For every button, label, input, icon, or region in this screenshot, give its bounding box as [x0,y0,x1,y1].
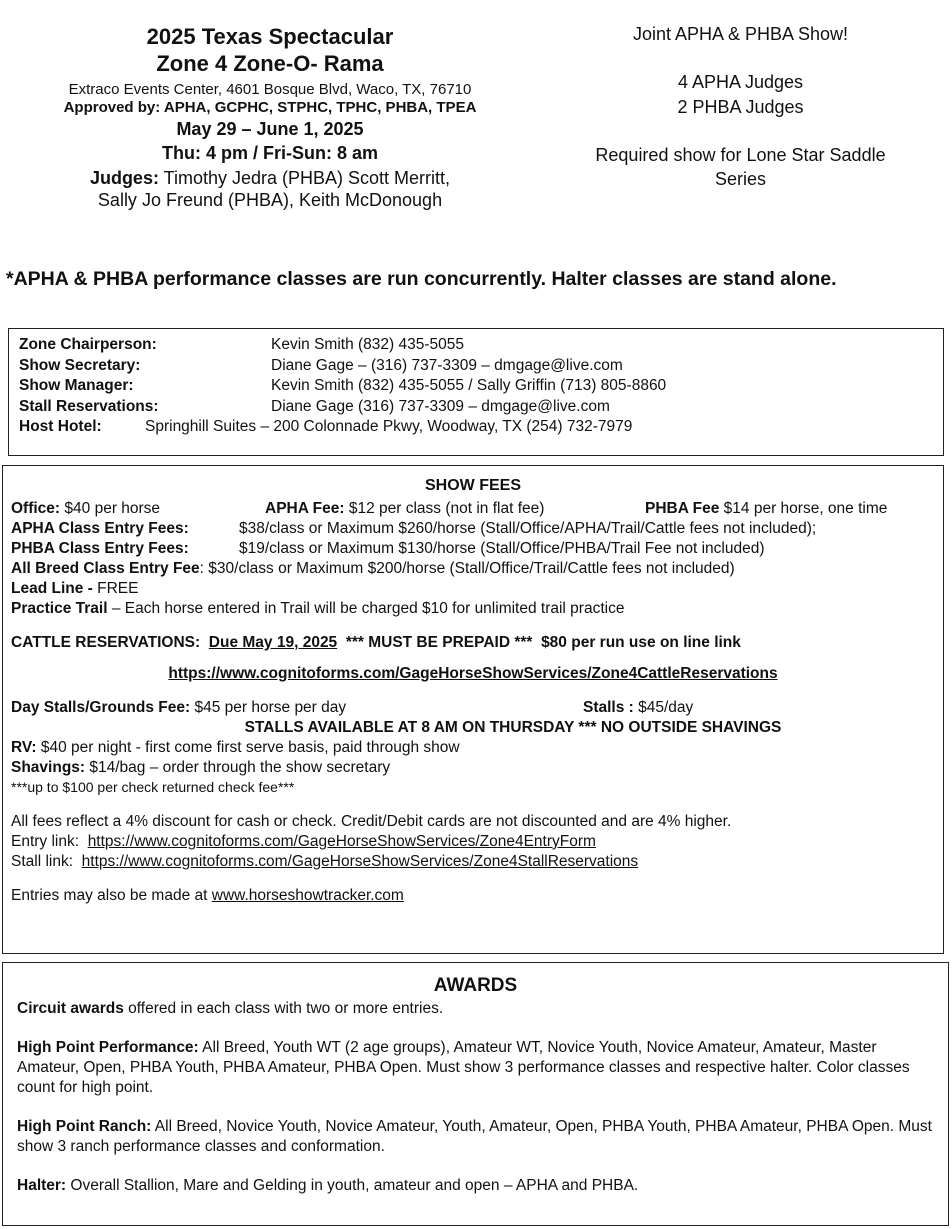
approved-by: Approved by: APHA, GCPHC, STPHC, TPHC, PHBA, TPEA [63,98,477,116]
fee-line-office [11,499,935,519]
phba-entry-value: $19/class or Maximum $130/horse (Stall/Office/PHBA/Trail Fee not included) [239,539,765,557]
judges-line1: Timothy Jedra (PHBA) Scott Merritt, [163,167,451,188]
cattle-prepaid: *** MUST BE PREPAID *** [345,633,533,651]
cattle-reservations-link[interactable]: https://www.cognitoforms.com/GageHorseShowServices/Zone4CattleReservations [168,664,778,682]
office-value: $40 per horse [64,499,161,517]
stall-link[interactable]: https://www.cognitoforms.com/GageHorseShowServices/Zone4StallReservations [81,852,639,870]
rv-label: RV: [11,738,37,756]
contact-row [19,417,933,438]
circuit-awards [17,999,934,1019]
stall-link-label: Stall link: [11,852,74,870]
horseshowtracker-link[interactable]: www.horseshowtracker.com [211,886,404,904]
judges [10,167,530,212]
lead-line-value: FREE [97,579,139,597]
contact-row [19,356,933,377]
hpr-text: All Breed, Novice Youth, Novice Amateur, Youth, Amateur, Open, PHBA Youth, PHBA Amateur, PHBA Open. Must show 3 ranch performance classes and conformation. [17,1117,932,1156]
fee-line-all-breed [11,559,935,579]
apha-entry-value: $38/class or Maximum $260/horse (Stall/Office/APHA/Trail/Cattle fees not included); [239,519,817,537]
show-title: 2025 Texas Spectacular [146,24,394,49]
cattle-price: $80 per run use on line link [541,633,741,651]
show-subtitle: Zone 4 Zone-O- Rama [156,51,384,77]
halter-awards [17,1176,934,1196]
hpr-label: High Point Ranch: [17,1117,152,1135]
phba-entry-label: PHBA Class Entry Fees: [11,539,189,557]
cattle-due-date: Due May 19, 2025 [208,633,338,651]
entries-text: Entries may also be made at [11,886,208,904]
contact-label: Zone Chairperson: [19,336,157,353]
awards-title: AWARDS [433,975,518,996]
halter-label: Halter: [17,1176,67,1194]
stalls-available: STALLS AVAILABLE AT 8 AM ON THURSDAY *** NO OUTSIDE SHAVINGS [244,718,782,736]
fee-line-practice-trail [11,599,935,619]
required-show-line1: Required show for Lone Star Saddle [595,144,886,165]
cattle-label: CATTLE RESERVATIONS: [11,633,201,651]
contact-value: Kevin Smith (832) 435-5055 / Sally Griffin (713) 805-8860 [271,377,667,394]
shavings-value: $14/bag – order through the show secretary [89,758,391,776]
high-point-performance [17,1038,934,1099]
show-dates: May 29 – June 1, 2025 [176,118,364,139]
practice-trail-value: – Each horse entered in Trail will be charged $10 for unlimited trail practice [111,599,625,617]
lead-line-label: Lead Line - [11,579,93,597]
all-breed-label: All Breed Class Entry Fee [11,559,200,577]
contacts-box [8,328,944,456]
contact-label: Host Hotel: [19,418,102,435]
entry-link-line [11,832,935,852]
venue-address: Extraco Events Center, 4601 Bosque Blvd, Waco, TX, 76710 [68,80,472,98]
contact-value: Diane Gage (316) 737-3309 – dmgage@live.com [271,397,610,415]
awards-box [2,962,949,1226]
circuit-awards-text: offered in each class with two or more entries. [128,1000,444,1018]
contact-label: Stall Reservations: [19,397,159,415]
apha-fee-value: $12 per class (not in flat fee) [348,499,545,517]
show-fees-box [2,465,944,954]
halter-text: Overall Stallion, Mare and Gelding in youth, amateur and open – APHA and PHBA. [70,1176,639,1194]
all-breed-value: : $30/class or Maximum $200/horse (Stall/Office/Trail/Cattle fees not included) [199,559,735,577]
apha-entry-label: APHA Class Entry Fees: [11,519,189,537]
stall-link-line [11,852,935,872]
contact-value: Springhill Suites – 200 Colonnade Pkwy, Woodway, TX (254) 732-7979 [145,418,633,435]
contact-row [19,397,933,418]
contact-value: Kevin Smith (832) 435-5055 [271,336,465,353]
contact-value: Diane Gage – (316) 737-3309 – dmgage@live.com [271,356,623,374]
judges-line2: Sally Jo Freund (PHBA), Keith McDonough [97,190,443,211]
entry-link-label: Entry link: [11,832,80,850]
fee-line-day-stalls [11,698,935,718]
fee-line-lead-line [11,579,935,599]
cattle-reservations [11,633,935,653]
hpp-text: All Breed, Youth WT (2 age groups), Amateur WT, Novice Youth, Novice Amateur, Amateur, Master Amateur, Open, PHBA Youth, PHBA Amateur, PHBA Open. Must show 3 performance classes and respective halter. Color classes count for high point. [17,1038,910,1097]
stalls-label: Stalls : [583,698,634,716]
required-show-line2: Series [714,169,767,190]
fee-line-rv [11,738,935,758]
fee-line-apha-entry [11,519,935,539]
show-info-right [548,22,933,191]
discount-note: All fees reflect a 4% discount for cash or check. Credit/Debit cards are not discounted and are 4% higher. [11,812,732,830]
contact-label: Show Secretary: [19,356,141,374]
contact-row [19,335,933,356]
joint-show: Joint APHA & PHBA Show! [632,24,849,44]
fee-line-shavings [11,758,935,778]
apha-fee-label: APHA Fee: [265,499,345,517]
judges-label: Judges: [89,167,159,188]
entry-link[interactable]: https://www.cognitoforms.com/GageHorseShowServices/Zone4EntryForm [87,832,596,850]
entries-line [11,886,935,906]
show-header [10,24,530,212]
contact-row [19,376,933,397]
show-times: Thu: 4 pm / Fri-Sun: 8 am [161,143,378,164]
hpp-label: High Point Performance: [17,1038,199,1056]
day-stalls-value: $45 per horse per day [194,698,347,716]
fee-line-phba-entry [11,539,935,559]
contact-label: Show Manager: [19,377,134,394]
practice-trail-label: Practice Trail [11,599,108,617]
office-label: Office: [11,499,61,517]
show-fees-title: SHOW FEES [424,477,521,494]
phba-judges: 2 PHBA Judges [677,96,804,117]
apha-judges: 4 APHA Judges [677,72,804,93]
shavings-label: Shavings: [11,758,86,776]
high-point-ranch [17,1117,934,1158]
stalls-value: $45/day [638,698,694,716]
day-stalls-label: Day Stalls/Grounds Fee: [11,698,191,716]
concurrent-notice: *APHA & PHBA performance classes are run concurrently. Halter classes are stand alone. [6,268,837,290]
returned-check-fee: ***up to $100 per check returned check fee*** [11,778,295,795]
phba-fee-label: PHBA Fee [645,499,720,517]
phba-fee-value: $14 per horse, one time [723,499,888,517]
circuit-awards-label: Circuit awards [17,1000,124,1018]
rv-value: $40 per night - first come first serve basis, paid through show [40,738,460,756]
